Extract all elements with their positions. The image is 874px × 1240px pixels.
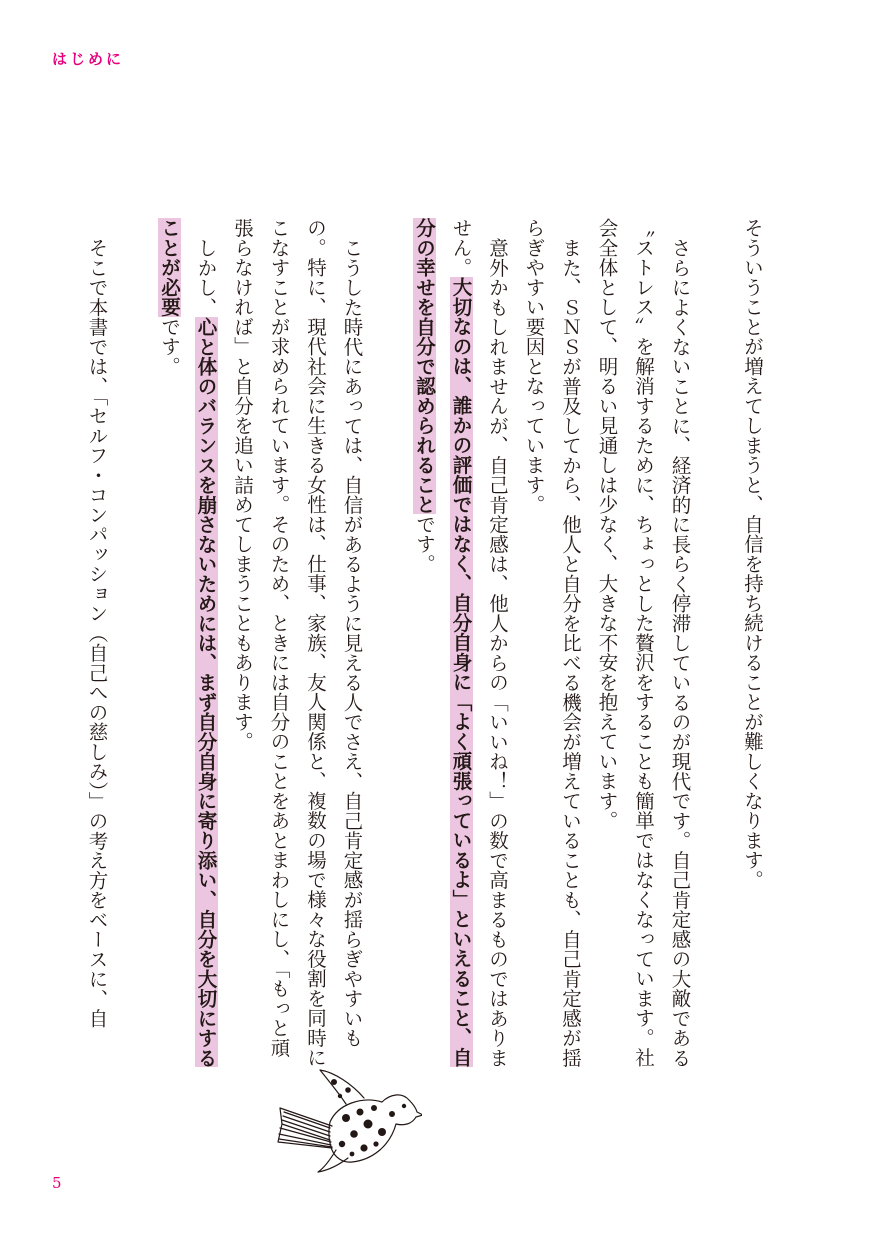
text-run: 意外かもしれませんが、自己肯定感は、他人からの「いいね！」の数で高まるものではありません。 [449,218,509,1067]
body-text [85,218,770,1068]
paragraph-gap [698,218,734,1068]
text-run: また、ＳＮＳが普及してから、他人と自分を比べる機会が増えていることも、自己肯定感が揺らぎやすい要因となっています。 [522,218,582,1067]
paragraph [406,218,516,1068]
text-run: こうした時代にあっては、自信があるように見える人でさえ、自己肯定感が揺らぎやすいもの。特に、現代社会に生きる女性は、仕事、家族、友人関係と、複数の場で様々な役割を同時にこなすことが求められています。そのため、ときには自分のことをあとまわしにし、「もっと頑張らなければ」と自分を追い詰めてしまうこともあります。 [231,218,364,1068]
text-run: です。 [158,316,181,376]
paragraph [734,218,771,1068]
paragraph [151,218,224,1068]
paragraph-gap [370,218,406,1068]
text-run: そういうことが増えてしまうと、自信を持ち続けることが難しくなります。 [741,218,764,890]
running-head: はじめに [52,50,125,68]
dotted-bird-illustration [272,1062,422,1174]
highlighted-text: 心と体のバランスを崩さないためには、まず自分自身に寄り添い、自分を大切にすることが必要 [158,218,218,1067]
text-run: さらによくないことに、経済的に長らく停滞しているのが現代です。自己肯定感の大敵である〝ストレス〟を解消するために、ちょっとした贅沢をすることも簡単ではなくなっています。社会全体として、明るい見通しは少なく、大きな不安を抱えています。 [595,218,692,1068]
paragraph-gap [115,218,151,1068]
paragraph [78,218,115,1068]
text-run: そこで本書では、「セルフ・コンパッション（自己への慈しみ）」の考え方をベースに、自 [85,237,109,1028]
paragraph [588,218,698,1068]
highlighted-text: 大切なのは、誰かの評価ではなく、自分自身に「よく頑張っているよ」といえること、自分の幸せを自分で認められること [413,218,473,1068]
page-number: 5 [52,1174,62,1192]
text-run: しかし、 [194,237,218,317]
paragraph [515,218,588,1068]
paragraph [224,218,370,1068]
text-run: です。 [413,514,436,574]
